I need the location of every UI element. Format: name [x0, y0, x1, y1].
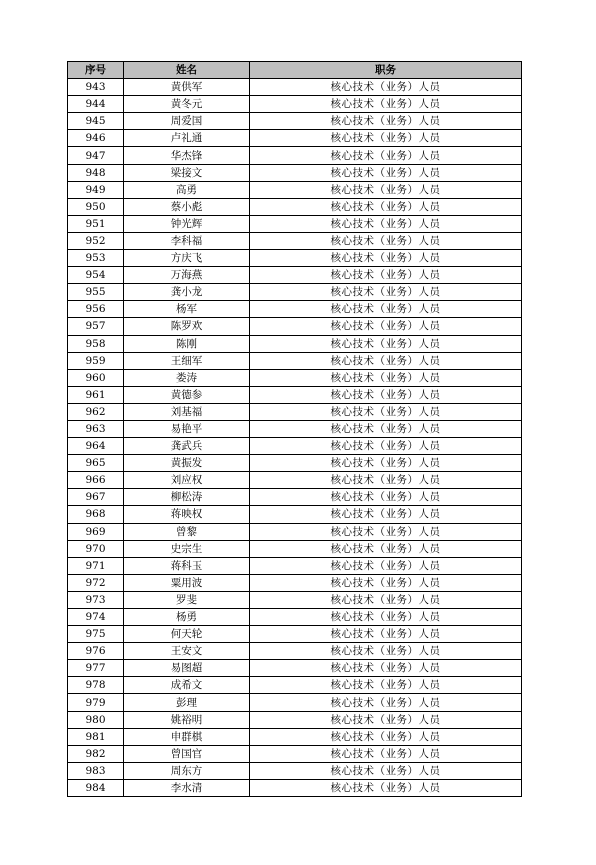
name-cell: 史宗生 — [124, 540, 250, 557]
name-cell: 成希文 — [124, 677, 250, 694]
serial-number-cell: 981 — [68, 728, 124, 745]
table-row — [68, 506, 522, 523]
name-cell: 易图超 — [124, 660, 250, 677]
position-cell: 核心技术（业务）人员 — [250, 113, 522, 130]
name-cell: 蒋映权 — [124, 506, 250, 523]
serial-number-cell: 975 — [68, 626, 124, 643]
name-cell: 杨勇 — [124, 609, 250, 626]
table-row — [68, 523, 522, 540]
serial-number-cell: 976 — [68, 643, 124, 660]
position-cell: 核心技术（业务）人员 — [250, 455, 522, 472]
serial-number-cell: 982 — [68, 745, 124, 762]
serial-number-cell: 984 — [68, 779, 124, 796]
table-row — [68, 438, 522, 455]
name-cell: 周爱国 — [124, 113, 250, 130]
table-row — [68, 643, 522, 660]
serial-number-cell: 960 — [68, 369, 124, 386]
table-row — [68, 489, 522, 506]
serial-number-cell: 953 — [68, 250, 124, 267]
table-row — [68, 677, 522, 694]
table-row — [68, 779, 522, 796]
position-cell: 核心技术（业务）人员 — [250, 232, 522, 249]
name-cell: 王安文 — [124, 643, 250, 660]
position-cell: 核心技术（业务）人员 — [250, 386, 522, 403]
table-row — [68, 267, 522, 284]
name-cell: 黄冬元 — [124, 96, 250, 113]
table-row — [68, 147, 522, 164]
name-cell: 李科福 — [124, 232, 250, 249]
name-cell: 蔡小彪 — [124, 198, 250, 215]
position-cell: 核心技术（业务）人员 — [250, 198, 522, 215]
name-cell: 粟用波 — [124, 574, 250, 591]
serial-number-cell: 946 — [68, 130, 124, 147]
position-cell: 核心技术（业务）人员 — [250, 301, 522, 318]
position-cell: 核心技术（业务）人员 — [250, 438, 522, 455]
name-cell: 钟光辉 — [124, 215, 250, 232]
name-cell: 蒋科玉 — [124, 557, 250, 574]
table-row — [68, 420, 522, 437]
serial-number-cell: 945 — [68, 113, 124, 130]
table-row — [68, 403, 522, 420]
name-cell: 陈刚 — [124, 335, 250, 352]
name-cell: 曾国官 — [124, 745, 250, 762]
position-cell: 核心技术（业务）人员 — [250, 745, 522, 762]
table-row — [68, 557, 522, 574]
name-cell: 黄振发 — [124, 455, 250, 472]
position-cell: 核心技术（业务）人员 — [250, 284, 522, 301]
position-cell: 核心技术（业务）人员 — [250, 609, 522, 626]
serial-number-cell: 950 — [68, 198, 124, 215]
name-cell: 高勇 — [124, 181, 250, 198]
name-cell: 梁接文 — [124, 164, 250, 181]
name-cell: 方庆飞 — [124, 250, 250, 267]
position-cell: 核心技术（业务）人员 — [250, 369, 522, 386]
serial-number-cell: 963 — [68, 420, 124, 437]
table-row — [68, 660, 522, 677]
name-cell: 姚裕明 — [124, 711, 250, 728]
serial-number-cell: 958 — [68, 335, 124, 352]
header-serial-number: 序号 — [68, 62, 124, 79]
name-cell: 申群棋 — [124, 728, 250, 745]
name-cell: 万海燕 — [124, 267, 250, 284]
serial-number-cell: 959 — [68, 352, 124, 369]
position-cell: 核心技术（业务）人员 — [250, 335, 522, 352]
position-cell: 核心技术（业务）人员 — [250, 540, 522, 557]
serial-number-cell: 957 — [68, 318, 124, 335]
name-cell: 娄涛 — [124, 369, 250, 386]
name-cell: 华杰锋 — [124, 147, 250, 164]
table-row — [68, 335, 522, 352]
table-header — [68, 62, 522, 79]
position-cell: 核心技术（业务）人员 — [250, 472, 522, 489]
table-row — [68, 215, 522, 232]
position-cell: 核心技术（业务）人员 — [250, 250, 522, 267]
position-cell: 核心技术（业务）人员 — [250, 164, 522, 181]
table-row — [68, 96, 522, 113]
serial-number-cell: 961 — [68, 386, 124, 403]
position-cell: 核心技术（业务）人员 — [250, 420, 522, 437]
serial-number-cell: 951 — [68, 215, 124, 232]
serial-number-cell: 943 — [68, 79, 124, 96]
serial-number-cell: 980 — [68, 711, 124, 728]
table-row — [68, 181, 522, 198]
table-row — [68, 745, 522, 762]
position-cell: 核心技术（业务）人员 — [250, 130, 522, 147]
table-row — [68, 694, 522, 711]
position-cell: 核心技术（业务）人员 — [250, 506, 522, 523]
serial-number-cell: 956 — [68, 301, 124, 318]
serial-number-cell: 966 — [68, 472, 124, 489]
position-cell: 核心技术（业务）人员 — [250, 147, 522, 164]
serial-number-cell: 972 — [68, 574, 124, 591]
table-row — [68, 609, 522, 626]
serial-number-cell: 970 — [68, 540, 124, 557]
table-row — [68, 113, 522, 130]
position-cell: 核心技术（业务）人员 — [250, 489, 522, 506]
table-row — [68, 591, 522, 608]
header-name: 姓名 — [124, 62, 250, 79]
serial-number-cell: 944 — [68, 96, 124, 113]
table-row — [68, 284, 522, 301]
table-row — [68, 540, 522, 557]
table-row — [68, 574, 522, 591]
name-cell: 龚武兵 — [124, 438, 250, 455]
name-cell: 彭理 — [124, 694, 250, 711]
table-body — [68, 79, 522, 797]
position-cell: 核心技术（业务）人员 — [250, 181, 522, 198]
personnel-table — [67, 61, 522, 797]
position-cell: 核心技术（业务）人员 — [250, 762, 522, 779]
table-row — [68, 198, 522, 215]
position-cell: 核心技术（业务）人员 — [250, 643, 522, 660]
serial-number-cell: 979 — [68, 694, 124, 711]
name-cell: 易艳平 — [124, 420, 250, 437]
name-cell: 刘应权 — [124, 472, 250, 489]
serial-number-cell: 948 — [68, 164, 124, 181]
position-cell: 核心技术（业务）人员 — [250, 352, 522, 369]
header-position: 职务 — [250, 62, 522, 79]
position-cell: 核心技术（业务）人员 — [250, 626, 522, 643]
name-cell: 曾黎 — [124, 523, 250, 540]
position-cell: 核心技术（业务）人员 — [250, 677, 522, 694]
position-cell: 核心技术（业务）人员 — [250, 267, 522, 284]
position-cell: 核心技术（业务）人员 — [250, 574, 522, 591]
position-cell: 核心技术（业务）人员 — [250, 694, 522, 711]
position-cell: 核心技术（业务）人员 — [250, 660, 522, 677]
name-cell: 刘基福 — [124, 403, 250, 420]
serial-number-cell: 968 — [68, 506, 124, 523]
serial-number-cell: 947 — [68, 147, 124, 164]
position-cell: 核心技术（业务）人员 — [250, 591, 522, 608]
serial-number-cell: 983 — [68, 762, 124, 779]
name-cell: 周东方 — [124, 762, 250, 779]
serial-number-cell: 967 — [68, 489, 124, 506]
serial-number-cell: 954 — [68, 267, 124, 284]
serial-number-cell: 962 — [68, 403, 124, 420]
table-row — [68, 626, 522, 643]
position-cell: 核心技术（业务）人员 — [250, 523, 522, 540]
name-cell: 柳松涛 — [124, 489, 250, 506]
serial-number-cell: 952 — [68, 232, 124, 249]
name-cell: 何天轮 — [124, 626, 250, 643]
table-row — [68, 301, 522, 318]
serial-number-cell: 964 — [68, 438, 124, 455]
table-row — [68, 369, 522, 386]
name-cell: 王细军 — [124, 352, 250, 369]
table-row — [68, 79, 522, 96]
position-cell: 核心技术（业务）人员 — [250, 318, 522, 335]
name-cell: 李水清 — [124, 779, 250, 796]
table-row — [68, 164, 522, 181]
serial-number-cell: 965 — [68, 455, 124, 472]
table-row — [68, 711, 522, 728]
table-row — [68, 728, 522, 745]
name-cell: 陈罗欢 — [124, 318, 250, 335]
position-cell: 核心技术（业务）人员 — [250, 779, 522, 796]
serial-number-cell: 974 — [68, 609, 124, 626]
name-cell: 黄德参 — [124, 386, 250, 403]
serial-number-cell: 971 — [68, 557, 124, 574]
table-row — [68, 472, 522, 489]
table-row — [68, 386, 522, 403]
serial-number-cell: 969 — [68, 523, 124, 540]
serial-number-cell: 949 — [68, 181, 124, 198]
serial-number-cell: 973 — [68, 591, 124, 608]
table-row — [68, 762, 522, 779]
position-cell: 核心技术（业务）人员 — [250, 403, 522, 420]
position-cell: 核心技术（业务）人员 — [250, 557, 522, 574]
name-cell: 黄供军 — [124, 79, 250, 96]
table-row — [68, 455, 522, 472]
table-row — [68, 130, 522, 147]
position-cell: 核心技术（业务）人员 — [250, 728, 522, 745]
position-cell: 核心技术（业务）人员 — [250, 215, 522, 232]
serial-number-cell: 977 — [68, 660, 124, 677]
name-cell: 龚小龙 — [124, 284, 250, 301]
serial-number-cell: 978 — [68, 677, 124, 694]
serial-number-cell: 955 — [68, 284, 124, 301]
table-row — [68, 318, 522, 335]
position-cell: 核心技术（业务）人员 — [250, 96, 522, 113]
position-cell: 核心技术（业务）人员 — [250, 79, 522, 96]
name-cell: 杨军 — [124, 301, 250, 318]
name-cell: 罗斐 — [124, 591, 250, 608]
table-row — [68, 250, 522, 267]
header-row — [68, 62, 522, 79]
position-cell: 核心技术（业务）人员 — [250, 711, 522, 728]
table-row — [68, 352, 522, 369]
name-cell: 卢礼通 — [124, 130, 250, 147]
table-row — [68, 232, 522, 249]
